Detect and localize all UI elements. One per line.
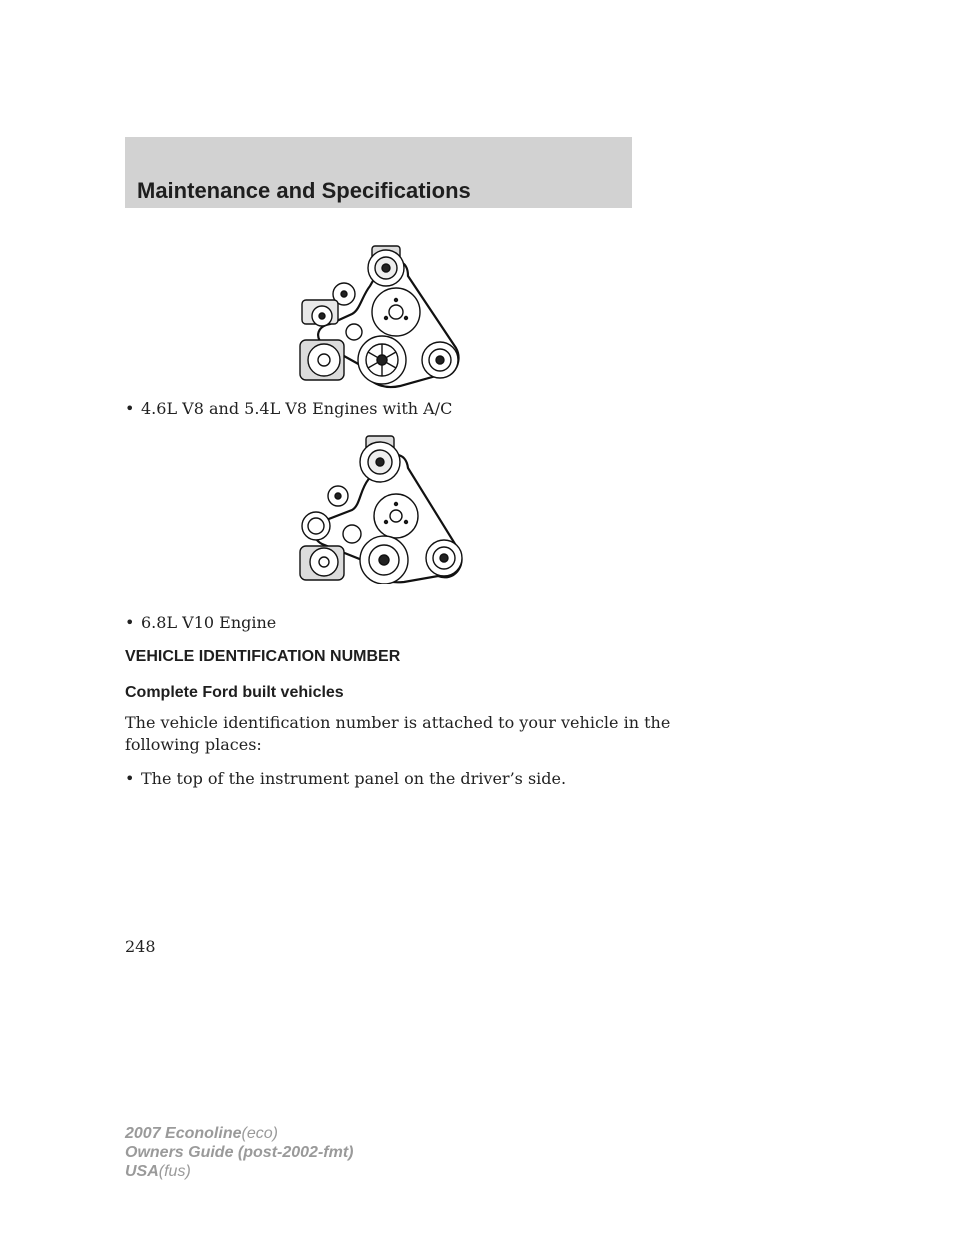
list-item: • The top of the instrument panel on the driver’s side. [125, 769, 567, 788]
section-title: Maintenance and Specifications [137, 178, 471, 203]
belt-routing-diagram-icon [296, 236, 478, 390]
bullet: • [125, 399, 135, 418]
page-number: 248 [125, 937, 156, 956]
bullet: • [125, 613, 135, 632]
body-paragraph-line: The vehicle identification number is attached to your vehicle in the [125, 713, 671, 732]
body-paragraph-line: following places: [125, 735, 262, 754]
diagram-caption: • 6.8L V10 Engine [125, 613, 277, 632]
document-footer: 2007 Econoline(eco) Owners Guide (post-2002-fmt) USA(fus) [125, 1125, 354, 1180]
section-subheading: Complete Ford built vehicles [125, 684, 344, 701]
section-heading: VEHICLE IDENTIFICATION NUMBER [125, 648, 401, 665]
diagram-caption: • 4.6L V8 and 5.4L V8 Engines with A/C [125, 399, 453, 418]
belt-routing-diagram-icon [296, 434, 478, 584]
bullet: • [125, 769, 135, 788]
